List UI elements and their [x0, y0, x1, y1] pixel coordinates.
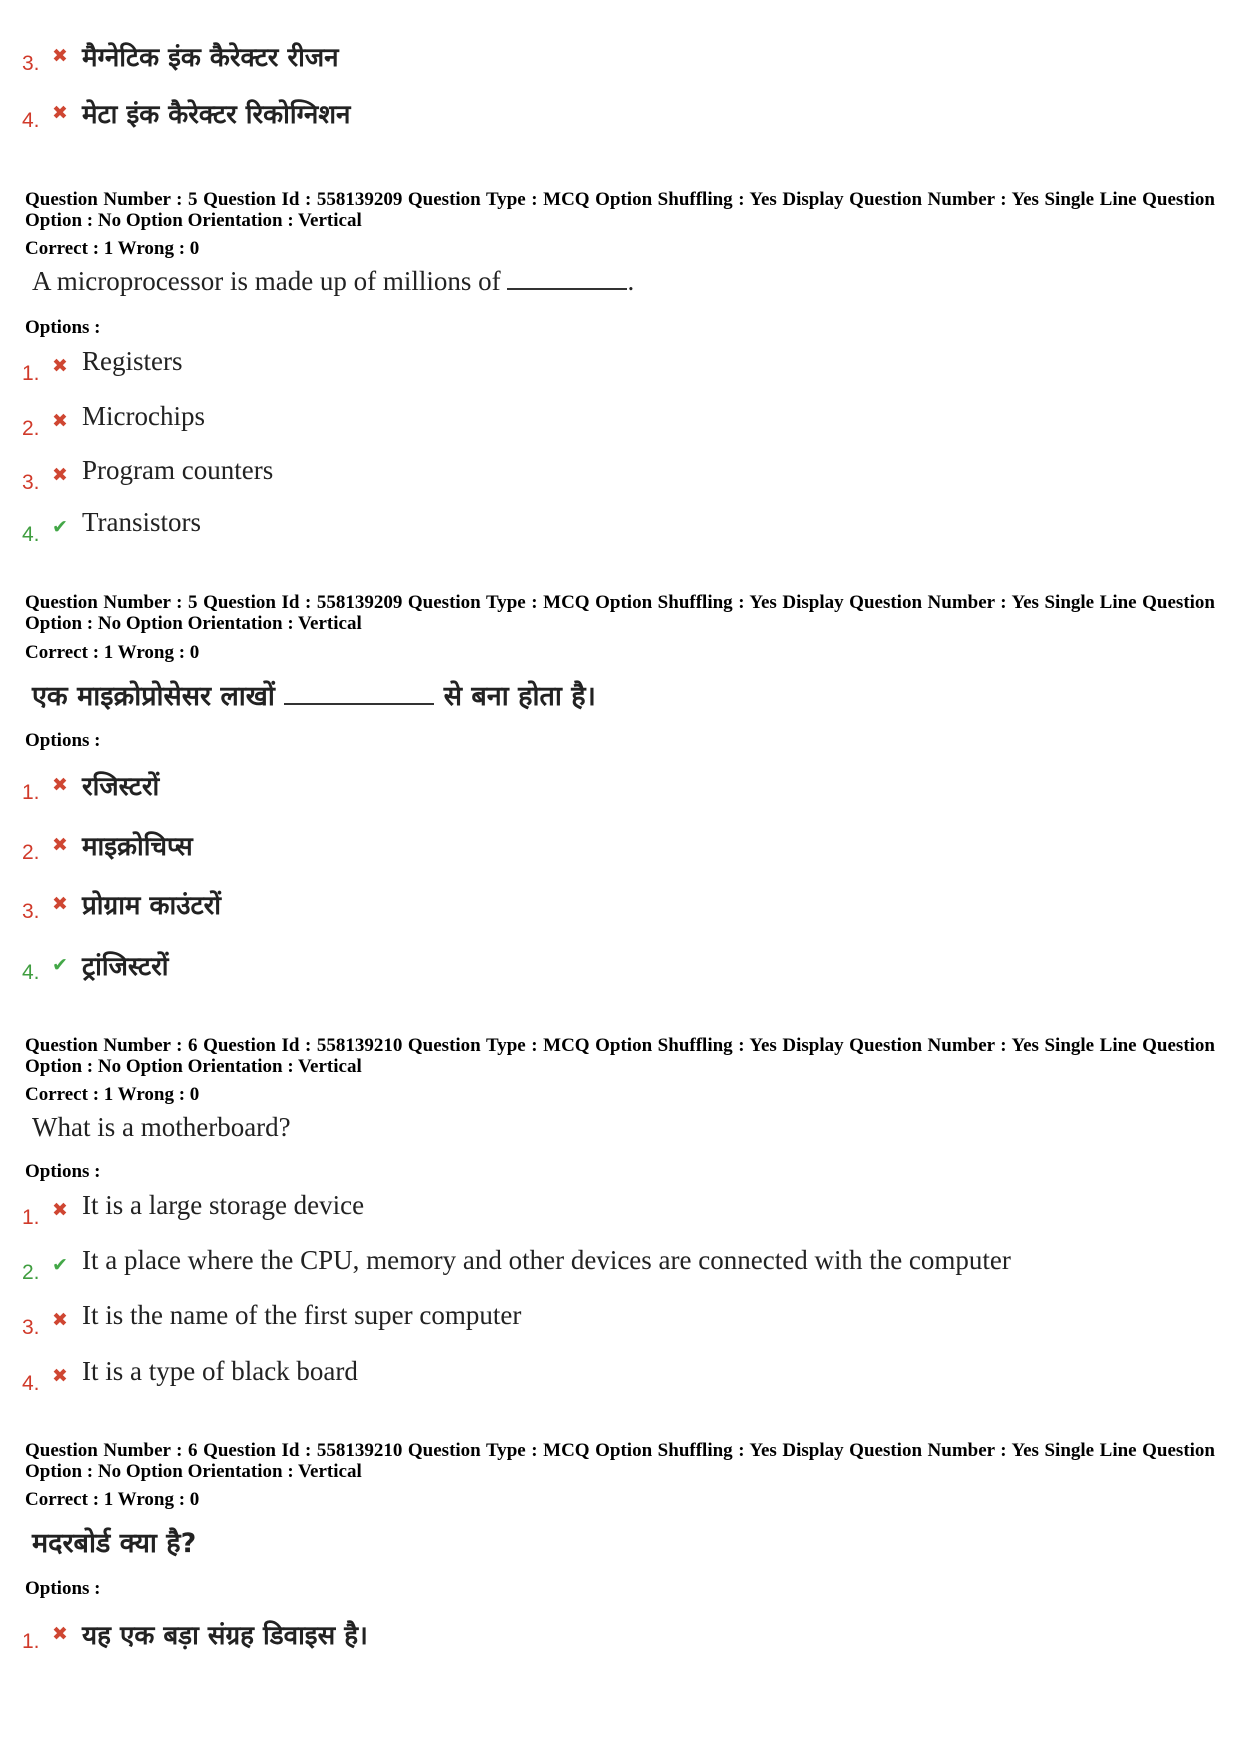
option-text: It is a type of black board — [82, 1356, 358, 1386]
option-row — [22, 401, 1172, 441]
check-icon: ✔ — [52, 954, 68, 976]
question-text: What is a motherboard? — [32, 1112, 291, 1142]
option-number: 4. — [22, 109, 40, 132]
question-text — [32, 676, 596, 713]
option-text: रजिस्टरों — [82, 772, 160, 802]
marking-scheme: Correct : 1 Wrong : 0 — [25, 1489, 200, 1510]
option-text: माइक्रोचिप्स — [82, 832, 193, 862]
option-number: 4. — [22, 961, 40, 984]
option-text: Registers — [82, 346, 183, 376]
cross-icon: ✖ — [52, 1199, 68, 1221]
option-number: 1. — [22, 781, 40, 804]
option-number: 2. — [22, 1261, 40, 1284]
question-text-prefix: एक माइक्रोप्रोसेसर लाखों — [32, 681, 275, 712]
cross-icon: ✖ — [52, 45, 68, 67]
cross-icon: ✖ — [52, 834, 68, 856]
option-text: प्रोग्राम काउंटरों — [82, 891, 221, 921]
cross-icon: ✖ — [52, 410, 68, 432]
option-row — [22, 455, 1172, 495]
cross-icon: ✖ — [52, 774, 68, 796]
question-metadata: Question Number : 5 Question Id : 558139209 Question Type : MCQ Option Shuffling : Yes Display Question Number : Yes Single Line Question Option : No Option Orientation : Vertical — [25, 189, 1215, 231]
option-row-correct — [22, 507, 1172, 547]
option-text: Transistors — [82, 507, 202, 537]
answer-blank — [284, 681, 434, 705]
question-metadata: Question Number : 6 Question Id : 558139210 Question Type : MCQ Option Shuffling : Yes Display Question Number : Yes Single Line Question Option : No Option Orientation : Vertical — [25, 1440, 1215, 1482]
option-row — [22, 36, 1172, 76]
marking-scheme: Correct : 1 Wrong : 0 — [25, 238, 200, 259]
cross-icon: ✖ — [52, 1309, 68, 1331]
option-number: 1. — [22, 1630, 40, 1653]
question-text-suffix: से बना होता है। — [443, 681, 596, 712]
cross-icon: ✖ — [52, 355, 68, 377]
cross-icon: ✖ — [52, 893, 68, 915]
option-number: 4. — [22, 523, 40, 546]
answer-blank — [507, 266, 627, 290]
options-label: Options : — [25, 317, 101, 338]
option-text: Program counters — [82, 455, 274, 485]
option-number: 3. — [22, 900, 40, 923]
option-text: यह एक बड़ा संग्रह डिवाइस है। — [82, 1621, 368, 1651]
option-number: 1. — [22, 362, 40, 385]
option-text: मैग्नेटिक इंक कैरेक्टर रीजन — [82, 43, 339, 73]
options-label: Options : — [25, 1161, 101, 1182]
option-text: ट्रांजिस्टरों — [82, 952, 169, 982]
option-row — [22, 884, 1172, 924]
check-icon: ✔ — [52, 1254, 68, 1276]
option-row-correct — [22, 1245, 1172, 1285]
option-text: It a place where the CPU, memory and other devices are connected with the computer — [82, 1245, 1011, 1275]
option-number: 4. — [22, 1372, 40, 1395]
question-metadata: Question Number : 6 Question Id : 558139210 Question Type : MCQ Option Shuffling : Yes Display Question Number : Yes Single Line Question Option : No Option Orientation : Vertical — [25, 1035, 1215, 1077]
option-row — [22, 1300, 1172, 1340]
option-number: 2. — [22, 841, 40, 864]
options-label: Options : — [25, 730, 101, 751]
question-metadata: Question Number : 5 Question Id : 558139209 Question Type : MCQ Option Shuffling : Yes Display Question Number : Yes Single Line Question Option : No Option Orientation : Vertical — [25, 592, 1215, 634]
cross-icon: ✖ — [52, 1623, 68, 1645]
marking-scheme: Correct : 1 Wrong : 0 — [25, 642, 200, 663]
marking-scheme: Correct : 1 Wrong : 0 — [25, 1084, 200, 1105]
option-number: 3. — [22, 1316, 40, 1339]
cross-icon: ✖ — [52, 464, 68, 486]
option-row — [22, 1356, 1172, 1396]
option-number: 2. — [22, 417, 40, 440]
option-text: मेटा इंक कैरेक्टर रिकोग्निशन — [82, 100, 351, 130]
option-text: It is a large storage device — [82, 1190, 365, 1220]
option-row — [22, 1614, 1172, 1654]
option-text: Microchips — [82, 401, 205, 431]
option-row — [22, 765, 1172, 805]
question-text: मदरबोर्ड क्या है? — [32, 1528, 197, 1559]
options-label: Options : — [25, 1578, 101, 1599]
cross-icon: ✖ — [52, 1365, 68, 1387]
question-text — [32, 266, 634, 297]
option-number: 1. — [22, 1206, 40, 1229]
check-icon: ✔ — [52, 516, 68, 538]
option-row-correct — [22, 945, 1172, 985]
option-row — [22, 825, 1172, 865]
option-number: 3. — [22, 52, 40, 75]
option-text: It is the name of the first super computer — [82, 1300, 522, 1330]
option-row — [22, 346, 1172, 386]
question-text-prefix: A microprocessor is made up of millions of — [32, 266, 501, 296]
option-number: 3. — [22, 471, 40, 494]
question-text-suffix: . — [627, 266, 635, 296]
cross-icon: ✖ — [52, 102, 68, 124]
option-row — [22, 1190, 1172, 1230]
option-row — [22, 93, 1172, 133]
